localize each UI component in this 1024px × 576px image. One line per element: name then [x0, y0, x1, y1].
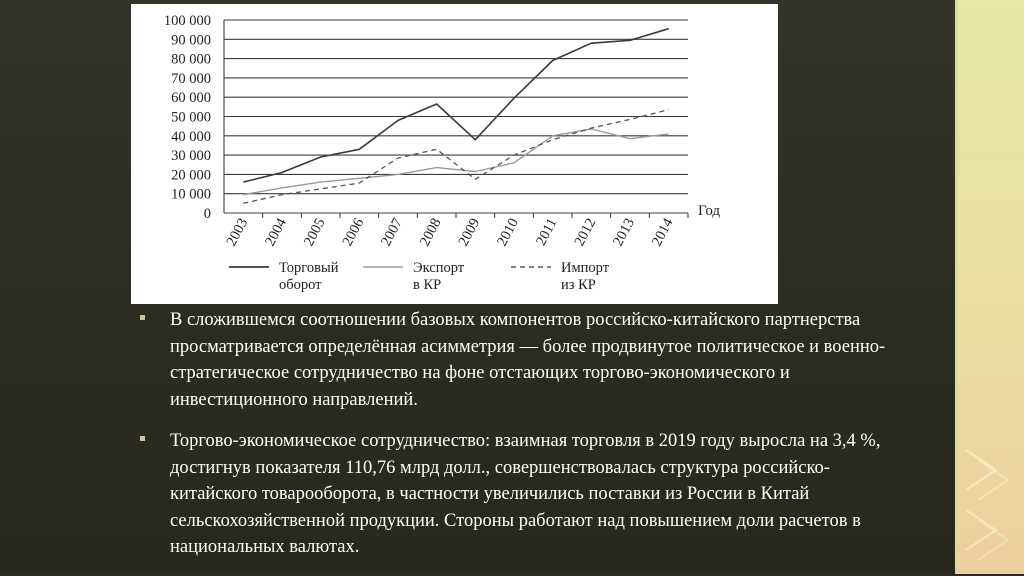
series-line	[243, 110, 668, 204]
legend-label: Торговый	[279, 260, 339, 276]
y-tick-label: 40 000	[171, 129, 211, 145]
y-tick-label: 30 000	[171, 148, 211, 164]
y-tick-label: 60 000	[171, 90, 211, 106]
x-tick-label: 2003	[224, 216, 252, 249]
y-tick-label: 70 000	[171, 71, 211, 87]
y-tick-label: 100 000	[164, 13, 211, 29]
x-tick-label: 2004	[262, 215, 290, 249]
y-tick-label: 20 000	[171, 167, 211, 183]
bullet-marker-icon	[140, 315, 145, 320]
x-tick-label: 2009	[456, 216, 484, 249]
legend-label: Импорт	[561, 260, 610, 276]
y-tick-label: 10 000	[171, 187, 211, 203]
x-axis-title: Год	[698, 203, 720, 219]
y-tick-label: 90 000	[171, 32, 211, 48]
x-tick-label: 2012	[572, 216, 600, 249]
legend-label: Экспорт	[413, 260, 465, 276]
legend-label: в КР	[413, 277, 441, 293]
legend-label: из КР	[561, 277, 596, 293]
trade-line-chart	[131, 4, 778, 304]
y-tick-label: 80 000	[171, 52, 211, 68]
x-tick-label: 2011	[533, 216, 560, 249]
y-tick-label: 50 000	[171, 110, 211, 126]
bullet-item	[140, 307, 900, 413]
chart-panel	[131, 4, 778, 304]
bullet-text: В сложившемся соотношении базовых компонентов российско-китайского партнерства просматривается определённая асимметрия — более продвинутое политическое и военно-стратегическое сотрудничество на фоне отстающих торгово-экономического и инвестиционного направлений.	[170, 307, 900, 413]
series-line	[243, 29, 668, 182]
x-tick-label: 2006	[340, 216, 368, 249]
chevron-decoration-icon	[958, 430, 1024, 574]
x-tick-label: 2005	[301, 216, 329, 249]
y-tick-label: 0	[204, 206, 211, 222]
x-tick-label: 2008	[417, 216, 445, 249]
x-tick-label: 2014	[649, 215, 677, 249]
bullet-list	[140, 307, 900, 576]
legend-label: оборот	[279, 277, 322, 293]
bullet-marker-icon	[140, 436, 145, 441]
bullet-item	[140, 428, 900, 561]
bullet-text: Торгово-экономическое сотрудничество: взаимная торговля в 2019 году выросла на 3,4 %, достигнув показателя 110,76 млрд долл., совершенствовалась структура российско-китайского товарооборота, в частности увеличились поставки из России в Китай сельскохозяйственной продукции. Стороны работают над повышением доли расчетов в национальных валютах.	[170, 428, 900, 561]
x-tick-label: 2007	[378, 216, 406, 249]
x-tick-label: 2010	[494, 216, 522, 249]
x-tick-label: 2013	[610, 216, 638, 249]
